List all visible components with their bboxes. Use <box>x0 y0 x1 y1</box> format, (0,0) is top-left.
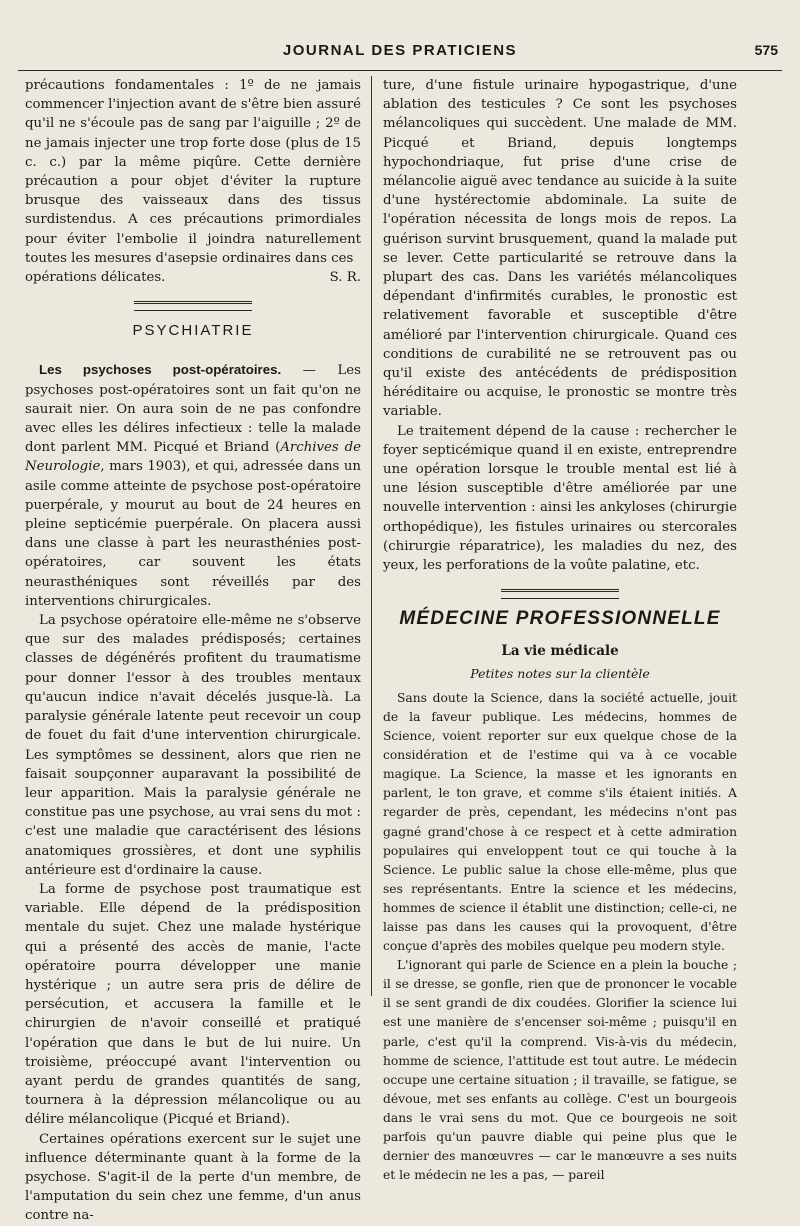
column-divider <box>371 76 372 996</box>
section-title-psychiatrie: PSYCHIATRIE <box>132 322 254 340</box>
paragraph: ture, d'une fistule urinaire hypogastrique, d'une ablation des testicules ? Ce sont les psychoses mélancoliques qui succèdent. Une malade de MM. Picqué et Briand, depuis longtemps hypochondriaque, fut prise d'une crise de mélancolie aiguë avec tendance au suicide à la suite d'une hystérectomie abdominale. La suite de l'opération nécessita de longs mois de repos. La guérison survint brusquement, quand la malade put se lever. Cette particularité se retrouve dans la plupart des cas. Dans les variétés mélancoliques dépendant d'infirmités curables, le pronostic est relativement favorable et susceptible d'être amélioré par l'intervention chirurgicale. Quand ces conditions de curabilité ne se retrouvent pas ou qu'il existe des antécédents de prédisposition héréditaire ou acquise, le pronostic se montre très variable. <box>383 78 738 420</box>
article-title: La vie médicale <box>501 643 619 660</box>
citation: Archives de Neurologie <box>25 440 361 475</box>
paragraph: La psychose opératoire elle-même ne s'observe que sur des malades prédisposés; certaines classes de dégénérés profitent du traumatisme pour donner l'essor à des troubles mentaux qu'aucun indice n'avait décelés jusque-là. La paralysie générale latente peut recevoir un coup de fouet du fait d'une intervention chirurgicale. Les symptômes se dessinent, alors que rien ne faisait soupçonner auparavant la possibilité de leur apparition. Mais la paralysie générale ne constitue pas une psychose, au vrai sens du mot : c'est une maladie que caractérisent des lésions anatomiques grossières, et dont une syphilis antérieure est d'ordinaire la cause. <box>25 613 361 878</box>
section-ornament <box>501 589 619 599</box>
text-run: — Les psychoses post-opératoires sont un fait qu'on ne saurait nier. On aura soin de ne pas confondre avec elles les délires infectieux : telle la malade dont parlent MM. Picqué et Briand ( <box>25 363 361 456</box>
page-number: 575 <box>754 42 778 58</box>
paragraph: précautions fondamentales : 1º de ne jamais commencer l'injection avant de s'être bien assuré qu'il ne s'écoule pas de sang par l'aiguille ; 2º de ne jamais injecter une trop forte dose (plus de 15 c. c.) par la même piqûre. Cette dernière précaution a pour objet d'éviter la rupture brusque des vaisseaux dans des tissus surdistendus. A ces précautions primordiales pour éviter l'embolie il joindra naturellement toutes les mesures d'asepsie ordinaires dans ces <box>25 78 361 266</box>
right-column <box>383 76 737 1185</box>
journal-title: JOURNAL DES PRATICIENS <box>282 42 518 59</box>
header-rule <box>18 70 782 71</box>
article-heading: Les psychoses post-opératoires. <box>39 362 282 378</box>
paragraph-end: opérations délicates. <box>25 270 166 286</box>
paragraph: L'ignorant qui parle de Science en a plein la bouche ; il se dresse, se gonfle, rien que de prononcer le vocable il se sent grandi de dix coudées. Glorifier la science lui est une manière de s'encenser soi-même ; puisqu'il en parle, c'est qu'il la comprend. Vis-à-vis du médecin, homme de science, l'attitude est tout autre. Le médecin occupe une certaine situation ; il travaille, se fatigue, se dévoue, met ses enfants au collège. C'est un bourgeois dans le vrai sens du mot. Que ce bourgeois ne soit parfois qu'un pauvre diable qui peine plus que le dernier des manœuvres — car le manœuvre a ses nuits et le médecin ne les a pas, — pareil <box>383 958 737 1183</box>
paragraph: Sans doute la Science, dans la société actuelle, jouit de la faveur publique. Les médecins, hommes de Science, voient reporter sur eux quelque chose de la considération et de l'estime qui va à ce vocable magique. La Science, la masse et les ignorants en parlent, le ton grave, et comme s'ils étaient initiés. A regarder de près, cependant, les médecins n'ont pas gagné grand'chose à ce respect et à cette admiration populaires qui enveloppent tout ce qui touche à la Science. Le public salue la chose elle-même, plus que ses représentants. Entre la science et les médecins, hommes de science il établit une distinction; celle-ci, ne laisse pas dans les causes qui la provoquent, d'être conçue d'après des mobiles quelque peu modern style. <box>383 690 737 954</box>
section-title-medecine: MÉDECINE PROFESSIONNELLE <box>399 608 721 630</box>
article-subtitle: Petites notes sur la clientèle <box>470 665 650 681</box>
section-ornament <box>134 301 252 311</box>
running-header <box>18 42 782 66</box>
text-run: , mars 1903), et qui, adressée dans un asile comme atteinte de psychose post-opératoire puerpérale, y mourut au bout de 24 heures en pleine septicémie puerpérale. On placera aussi dans une classe à part les neurasthénies post-opératoires, car souvent les états neurasthéniques sont réveillés par des interventions chirurgicales. <box>25 459 361 609</box>
paragraph <box>25 360 361 611</box>
paragraph: La forme de psychose post traumatique est variable. Elle dépend de la prédisposition mentale du sujet. Chez une malade hystérique qui a présenté des accès de manie, l'acte opératoire pourra développer une manie hystérique ; un autre sera pris de délire de persécution, et accusera la famille et le chirurgien de n'avoir conseillé et pratiqué l'opération que dans le but de lui nuire. Un troisième, préoccupé avant l'intervention ou ayant perdu de grandes quantités de sang, tournera à la dépression mélancolique ou au délire mélancolique (Picqué et Briand). <box>25 881 361 1128</box>
author-signature: S. R. <box>329 270 361 286</box>
paragraph: Le traitement dépend de la cause : rechercher le foyer septicémique quand il en existe, entreprendre une opération lorsque le trouble mental est lié à une lésion susceptible d'être améliorée par une nouvelle intervention : ainsi les ankyloses (chirurgie orthopédique), les fistules urinaires ou stercorales (chirurgie réparatrice), les maladies du nez, des yeux, les perforations de la voûte palatine, etc. <box>383 423 737 574</box>
paragraph: Certaines opérations exercent sur le sujet une influence déterminante quant à la forme de la psychose. S'agit-il de la perte d'un membre, de l'amputation du sein chez une femme, d'un anus contre na- <box>25 1131 361 1224</box>
left-column <box>25 76 361 1226</box>
signature-line <box>25 268 361 287</box>
